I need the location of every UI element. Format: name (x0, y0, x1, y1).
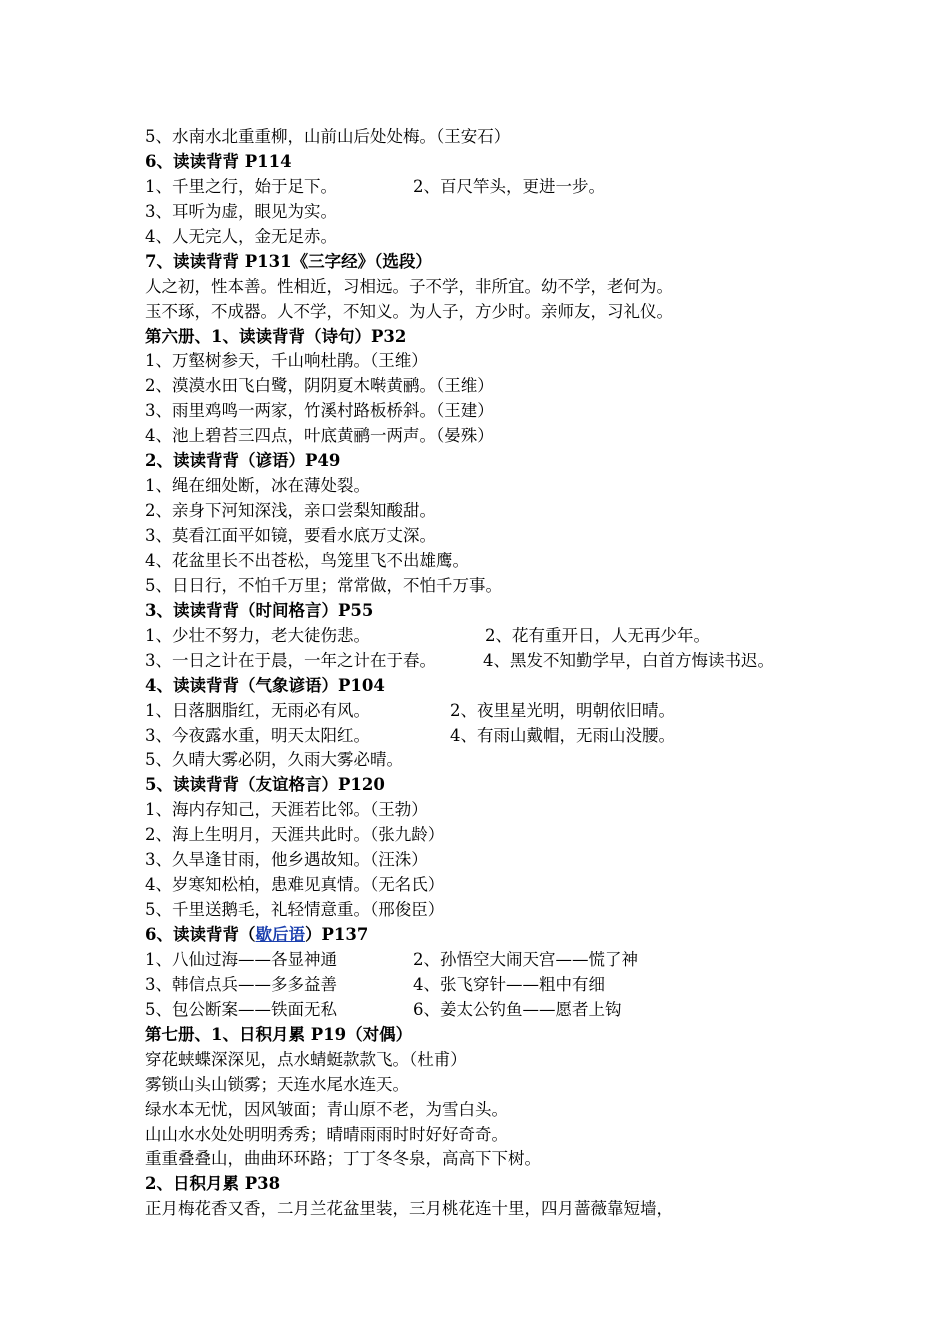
text-line: 4、人无完人，金无足赤。 (145, 226, 337, 246)
text-line: 正月梅花香又香，二月兰花盆里装，三月桃花连十里，四月蔷薇靠短墙， (145, 1199, 673, 1219)
xiehouyu-link[interactable]: 歇后语 (255, 925, 305, 944)
text-item: 1、千里之行，始于足下。 (145, 176, 337, 196)
text-item: 6、姜太公钓鱼——愿者上钩 (413, 999, 622, 1019)
section-heading: 第七册、1、日积月累 P19（对偶） (145, 1024, 413, 1044)
text-item: 4、张飞穿针——粗中有细 (413, 974, 605, 994)
text-line (145, 649, 935, 674)
text-item: 3、今夜露水重，明天太阳红。 (145, 725, 370, 745)
text-line: 1、海内存知己，天涯若比邻。（王勃） (145, 800, 428, 820)
section-heading: 7、读读背背 P131《三字经》（选段） (145, 251, 432, 271)
heading-text: 6、读读背背（ (145, 925, 256, 944)
text-item: 3、一日之计在于晨，一年之计在于春。 (145, 650, 436, 670)
text-line: 穿花蛱蝶深深见，点水蜻蜓款款飞。（杜甫） (145, 1049, 467, 1069)
text-line (145, 624, 935, 649)
text-item: 1、日落胭脂红，无雨必有风。 (145, 700, 370, 720)
text-line: 绿水本无忧，因风皱面；青山原不老，为雪白头。 (145, 1099, 508, 1119)
section-heading: 4、读读背背（气象谚语）P104 (145, 675, 385, 695)
document-page (145, 125, 935, 1222)
text-line: 1、绳在细处断，冰在薄处裂。 (145, 476, 370, 496)
text-line (145, 948, 935, 973)
text-line: 2、海上生明月，天涯共此时。（张九龄） (145, 825, 445, 845)
text-item: 1、少壮不努力，老大徒伤悲。 (145, 625, 370, 645)
text-line: 玉不琢，不成器。人不学，不知义。为人子，方少时。亲师友，习礼仪。 (145, 301, 673, 321)
text-item: 2、百尺竿头，更进一步。 (413, 176, 605, 196)
text-item: 3、韩信点兵——多多益善 (145, 974, 337, 994)
section-heading: 5、读读背背（友谊格言）P120 (145, 775, 385, 795)
section-heading: 3、读读背背（时间格言）P55 (145, 600, 374, 620)
text-line (145, 724, 935, 749)
text-line: 3、久旱逢甘雨，他乡遇故知。（汪洙） (145, 850, 428, 870)
section-heading (145, 923, 935, 948)
text-item: 5、包公断案——铁面无私 (145, 999, 337, 1019)
text-line (145, 973, 935, 998)
heading-text: ）P137 (304, 925, 369, 944)
text-line: 1、万壑树参天，千山响杜鹃。（王维） (145, 351, 428, 371)
text-line (145, 998, 935, 1023)
text-line: 3、耳听为虚，眼见为实。 (145, 201, 337, 221)
text-item: 2、夜里星光明，明朝依旧晴。 (450, 700, 675, 720)
text-line: 5、日日行，不怕千万里；常常做，不怕千万事。 (145, 575, 502, 595)
text-line: 重重叠叠山，曲曲环环路；丁丁冬冬泉，高高下下树。 (145, 1149, 541, 1169)
text-line: 5、千里送鹅毛，礼轻情意重。（邢俊臣） (145, 900, 445, 920)
text-line: 人之初，性本善。性相近，习相远。子不学，非所宜。幼不学，老何为。 (145, 276, 673, 296)
text-line: 雾锁山头山锁雾；天连水尾水连天。 (145, 1074, 409, 1094)
text-line: 4、池上碧苔三四点，叶底黄鹂一两声。（晏殊） (145, 426, 494, 446)
section-heading: 2、日积月累 P38 (145, 1174, 281, 1194)
text-item: 2、孙悟空大闹天宫——慌了神 (413, 949, 638, 969)
section-heading: 6、读读背背 P114 (145, 151, 292, 171)
text-line: 3、莫看江面平如镜，要看水底万丈深。 (145, 526, 436, 545)
text-item: 4、有雨山戴帽，无雨山没腰。 (450, 725, 675, 745)
text-line: 5、久晴大雾必阴，久雨大雾必晴。 (145, 750, 403, 770)
text-line: 5、水南水北重重柳，山前山后处处梅。（王安石） (145, 127, 511, 146)
section-heading: 2、读读背背（谚语）P49 (145, 451, 341, 471)
text-line: 4、花盆里长不出苍松，鸟笼里飞不出雄鹰。 (145, 550, 469, 570)
text-line: 3、雨里鸡鸣一两家，竹溪村路板桥斜。（王建） (145, 401, 494, 421)
text-item: 1、八仙过海——各显神通 (145, 949, 337, 969)
text-line: 2、漠漠水田飞白鹭，阴阴夏木啭黄鹂。（王维） (145, 376, 494, 396)
text-line (145, 175, 935, 200)
text-line: 4、岁寒知松柏，患难见真情。（无名氏） (145, 875, 445, 895)
text-line (145, 699, 935, 724)
text-item: 4、黑发不知勤学早，白首方悔读书迟。 (483, 650, 774, 670)
section-heading: 第六册、1、读读背背（诗句）P32 (145, 326, 407, 346)
text-item: 2、花有重开日，人无再少年。 (485, 625, 710, 645)
text-line: 山山水水处处明明秀秀；晴晴雨雨时时好好奇奇。 (145, 1124, 508, 1144)
text-line: 2、亲身下河知深浅，亲口尝梨知酸甜。 (145, 501, 436, 521)
